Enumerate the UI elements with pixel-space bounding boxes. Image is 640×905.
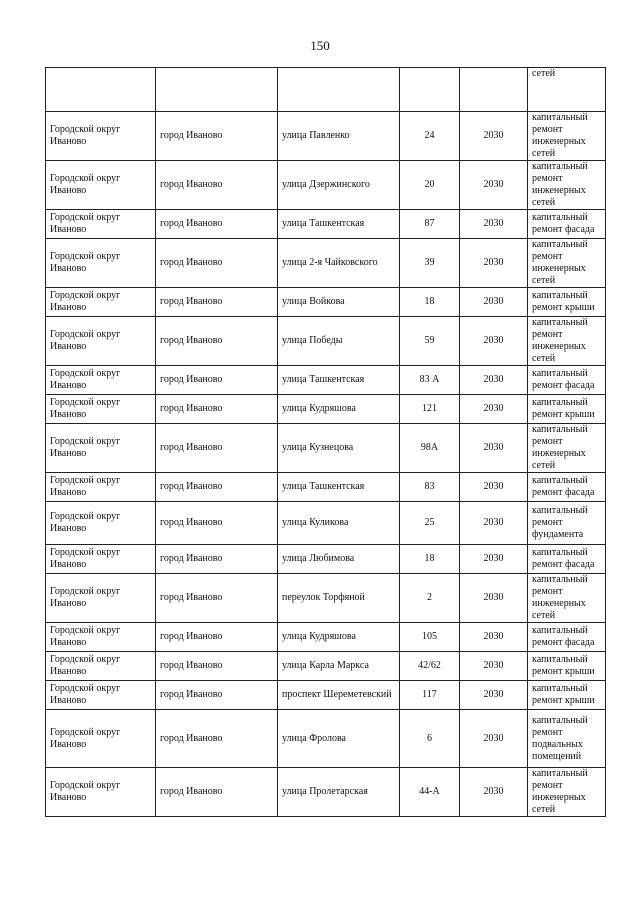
table-row [46, 239, 606, 288]
cell-year: 2030 [460, 317, 528, 366]
cell-work-type: капитальный ремонт крыши [528, 288, 606, 317]
cell-year: 2030 [460, 574, 528, 623]
table-row [46, 366, 606, 395]
cell-house-number: 105 [400, 623, 460, 652]
table-row [46, 395, 606, 424]
cell-work-type: капитальный ремонт фасада [528, 210, 606, 239]
cell-house-number: 24 [400, 112, 460, 161]
cell-settlement [156, 68, 278, 112]
cell-street: улица Любимова [278, 545, 400, 574]
cell-year: 2030 [460, 502, 528, 545]
cell-year: 2030 [460, 652, 528, 681]
cell-municipal-district: Городской округ Иваново [46, 112, 156, 161]
cell-street [278, 68, 400, 112]
table-row [46, 473, 606, 502]
cell-work-type: капитальный ремонт крыши [528, 652, 606, 681]
table-row [46, 768, 606, 817]
cell-municipal-district: Городской округ Иваново [46, 161, 156, 210]
cell-house-number: 59 [400, 317, 460, 366]
cell-house-number: 18 [400, 545, 460, 574]
cell-street: улица 2-я Чайковского [278, 239, 400, 288]
cell-street: улица Ташкентская [278, 210, 400, 239]
cell-house-number: 83 А [400, 366, 460, 395]
cell-street: улица Куликова [278, 502, 400, 545]
cell-settlement: город Иваново [156, 317, 278, 366]
cell-street: улица Ташкентская [278, 366, 400, 395]
cell-street: улица Фролова [278, 710, 400, 768]
cell-settlement: город Иваново [156, 239, 278, 288]
cell-work-type: капитальный ремонт инженерных сетей [528, 768, 606, 817]
cell-year: 2030 [460, 473, 528, 502]
table-row [46, 502, 606, 545]
cell-year: 2030 [460, 210, 528, 239]
cell-settlement: город Иваново [156, 502, 278, 545]
table-row [46, 652, 606, 681]
table-row [46, 623, 606, 652]
cell-street: улица Кудряшова [278, 623, 400, 652]
cell-house-number: 44-А [400, 768, 460, 817]
cell-municipal-district: Городской округ Иваново [46, 681, 156, 710]
table-row [46, 210, 606, 239]
cell-street: улица Кудряшова [278, 395, 400, 424]
cell-house-number: 18 [400, 288, 460, 317]
cell-house-number: 25 [400, 502, 460, 545]
cell-work-type: капитальный ремонт инженерных сетей [528, 317, 606, 366]
cell-settlement: город Иваново [156, 473, 278, 502]
cell-municipal-district: Городской округ Иваново [46, 652, 156, 681]
cell-work-type: капитальный ремонт инженерных сетей [528, 239, 606, 288]
cell-house-number: 121 [400, 395, 460, 424]
page-number: 150 [310, 38, 330, 53]
cell-street: улица Карла Маркса [278, 652, 400, 681]
cell-house-number: 2 [400, 574, 460, 623]
cell-work-type: капитальный ремонт инженерных сетей [528, 424, 606, 473]
cell-municipal-district: Городской округ Иваново [46, 424, 156, 473]
cell-settlement: город Иваново [156, 652, 278, 681]
cell-work-type: капитальный ремонт инженерных сетей [528, 112, 606, 161]
cell-year: 2030 [460, 681, 528, 710]
cell-municipal-district: Городской округ Иваново [46, 473, 156, 502]
cell-municipal-district: Городской округ Иваново [46, 317, 156, 366]
table-row [46, 574, 606, 623]
cell-year: 2030 [460, 288, 528, 317]
cell-settlement: город Иваново [156, 395, 278, 424]
cell-municipal-district: Городской округ Иваново [46, 239, 156, 288]
cell-municipal-district: Городской округ Иваново [46, 710, 156, 768]
cell-year: 2030 [460, 710, 528, 768]
cell-year: 2030 [460, 768, 528, 817]
cell-settlement: город Иваново [156, 424, 278, 473]
cell-municipal-district: Городской округ Иваново [46, 502, 156, 545]
cell-year: 2030 [460, 545, 528, 574]
cell-year: 2030 [460, 239, 528, 288]
cell-settlement: город Иваново [156, 681, 278, 710]
cell-street: переулок Торфяной [278, 574, 400, 623]
cell-settlement: город Иваново [156, 623, 278, 652]
cell-street: улица Ташкентская [278, 473, 400, 502]
cell-work-type: капитальный ремонт подвальных помещений [528, 710, 606, 768]
cell-year: 2030 [460, 623, 528, 652]
table-row [46, 288, 606, 317]
cell-house-number [400, 68, 460, 112]
cell-street: улица Павленко [278, 112, 400, 161]
cell-house-number: 6 [400, 710, 460, 768]
table-row [46, 710, 606, 768]
cell-municipal-district: Городской округ Иваново [46, 623, 156, 652]
cell-settlement: город Иваново [156, 161, 278, 210]
cell-year [460, 68, 528, 112]
cell-settlement: город Иваново [156, 366, 278, 395]
cell-house-number: 83 [400, 473, 460, 502]
cell-municipal-district [46, 68, 156, 112]
table-row [46, 68, 606, 112]
cell-work-type: сетей [528, 68, 606, 112]
cell-municipal-district: Городской округ Иваново [46, 768, 156, 817]
cell-settlement: город Иваново [156, 768, 278, 817]
cell-year: 2030 [460, 366, 528, 395]
cell-municipal-district: Городской округ Иваново [46, 574, 156, 623]
cell-year: 2030 [460, 424, 528, 473]
cell-settlement: город Иваново [156, 112, 278, 161]
cell-municipal-district: Городской округ Иваново [46, 545, 156, 574]
cell-house-number: 117 [400, 681, 460, 710]
cell-house-number: 42/62 [400, 652, 460, 681]
cell-street: улица Дзержинского [278, 161, 400, 210]
cell-year: 2030 [460, 161, 528, 210]
cell-municipal-district: Городской округ Иваново [46, 395, 156, 424]
cell-year: 2030 [460, 112, 528, 161]
cell-settlement: город Иваново [156, 210, 278, 239]
cell-house-number: 20 [400, 161, 460, 210]
cell-work-type: капитальный ремонт инженерных сетей [528, 574, 606, 623]
cell-settlement: город Иваново [156, 574, 278, 623]
table-row [46, 317, 606, 366]
cell-settlement: город Иваново [156, 288, 278, 317]
cell-work-type: капитальный ремонт фасада [528, 545, 606, 574]
cell-settlement: город Иваново [156, 710, 278, 768]
housing-repair-table [45, 67, 606, 817]
cell-house-number: 98А [400, 424, 460, 473]
table-body [46, 68, 606, 817]
cell-settlement: город Иваново [156, 545, 278, 574]
cell-work-type: капитальный ремонт фасада [528, 623, 606, 652]
cell-street: улица Кузнецова [278, 424, 400, 473]
cell-house-number: 39 [400, 239, 460, 288]
cell-street: проспект Шереметевский [278, 681, 400, 710]
table-row [46, 545, 606, 574]
cell-work-type: капитальный ремонт фундамента [528, 502, 606, 545]
cell-work-type: капитальный ремонт фасада [528, 366, 606, 395]
table-row [46, 424, 606, 473]
cell-municipal-district: Городской округ Иваново [46, 210, 156, 239]
cell-work-type: капитальный ремонт крыши [528, 395, 606, 424]
cell-street: улица Войкова [278, 288, 400, 317]
cell-street: улица Победы [278, 317, 400, 366]
table-row [46, 112, 606, 161]
table-row [46, 681, 606, 710]
cell-house-number: 87 [400, 210, 460, 239]
cell-year: 2030 [460, 395, 528, 424]
cell-work-type: капитальный ремонт фасада [528, 473, 606, 502]
cell-work-type: капитальный ремонт инженерных сетей [528, 161, 606, 210]
cell-work-type: капитальный ремонт крыши [528, 681, 606, 710]
cell-municipal-district: Городской округ Иваново [46, 288, 156, 317]
table-row [46, 161, 606, 210]
cell-street: улица Пролетарская [278, 768, 400, 817]
cell-municipal-district: Городской округ Иваново [46, 366, 156, 395]
